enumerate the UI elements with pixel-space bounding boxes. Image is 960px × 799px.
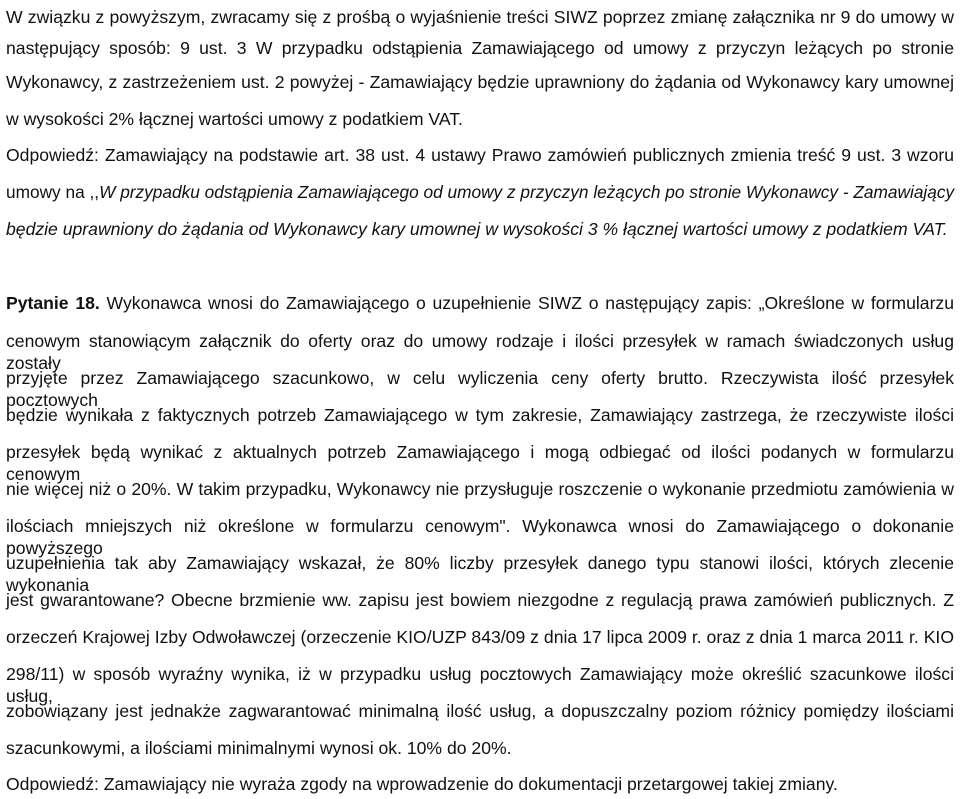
answer1-line2-italic: W przypadku odstąpienia Zamawiającego od umowy z przyczyn leżących po stronie Wykonawcy - Zamawiający — [99, 182, 955, 202]
paragraph1-line3: Wykonawcy, z zastrzeżeniem ust. 2 powyżej - Zamawiający będzie uprawniony do żądania od Wykonawcy kary umownej — [6, 72, 954, 92]
question18-line8: uzupełnienia tak aby Zamawiający wskazał, że 80% liczby przesyłek danego typu stanowi ilości, których zlecenie wykonania — [6, 553, 954, 595]
answer1-line2 — [6, 181, 954, 203]
question18-line12: zobowiązany jest jednakże zagwarantować minimalną ilość usług, a dopuszczalny poziom różnicy pomiędzy ilościami — [6, 701, 954, 721]
answer18-line1: Odpowiedź: Zamawiający nie wyraża zgody na wprowadzenie do dokumentacji przetargowej takiej zmiany. — [6, 774, 838, 794]
paragraph1-line2: następujący sposób: 9 ust. 3 W przypadku odstąpienia Zamawiającego od umowy z przyczyn leżących po stronie — [6, 38, 954, 58]
answer1-line1: Odpowiedź: Zamawiający na podstawie art. 38 ust. 4 ustawy Prawo zamówień publicznych zmienia treść 9 ust. 3 wzoru — [6, 145, 954, 165]
question18-line5: przesyłek będą wynikać z aktualnych potrzeb Zamawiającego i mogą odbiegać od ilości podanych w formularzu cenowym — [6, 442, 954, 484]
question18-line1-rest: Wykonawca wnosi do Zamawiającego o uzupełnienie SIWZ o następujący zapis: „Określone w formularzu — [106, 293, 955, 313]
question18-line13: szacunkowymi, a ilościami minimalnymi wynosi ok. 10% do 20%. — [6, 738, 512, 758]
answer1-line3: będzie uprawniony do żądania od Wykonawcy kary umownej w wysokości 3 % łącznej wartości umowy z podatkiem VAT. — [6, 219, 948, 239]
question18-line4: będzie wynikała z faktycznych potrzeb Zamawiającego w tym zakresie, Zamawiający zastrzega, że rzeczywiste ilości — [6, 405, 954, 425]
question18-line1 — [6, 292, 954, 314]
question18-line2: cenowym stanowiącym załącznik do oferty oraz do umowy rodzaje i ilości przesyłek w ramach świadczonych usług zostały — [6, 331, 954, 373]
paragraph1-line4: w wysokości 2% łącznej wartości umowy z podatkiem VAT. — [6, 109, 463, 129]
paragraph1-line1: W związku z powyższym, zwracamy się z prośbą o wyjaśnienie treści SIWZ poprzez zmianę załącznika nr 9 do umowy w — [6, 7, 954, 27]
question18-label: Pytanie 18. — [6, 293, 100, 313]
question18-line11: 298/11) w sposób wyraźny wynika, iż w przypadku usług pocztowych Zamawiający może określić szacunkowe ilości usług, — [6, 664, 954, 706]
question18-line3: przyjęte przez Zamawiającego szacunkowo, w celu wyliczenia ceny oferty brutto. Rzeczywista ilość przesyłek pocztowych — [6, 368, 954, 410]
question18-line7: ilościach mniejszych niż określone w formularzu cenowym". Wykonawca wnosi do Zamawiającego o dokonanie powyższego — [6, 516, 954, 558]
answer1-line2-lead: umowy na ,, — [6, 182, 100, 202]
question18-line10: orzeczeń Krajowej Izby Odwoławczej (orzeczenie KIO/UZP 843/09 z dnia 17 lipca 2009 r. oraz z dnia 1 marca 2011 r. KIO — [6, 627, 954, 647]
question18-line9: jest gwarantowane? Obecne brzmienie ww. zapisu jest bowiem niezgodne z regulacją prawa zamówień publicznych. Z — [6, 590, 954, 610]
question18-line6: nie więcej niż o 20%. W takim przypadku, Wykonawcy nie przysługuje roszczenie o wykonanie przedmiotu zamówienia w — [6, 479, 954, 499]
